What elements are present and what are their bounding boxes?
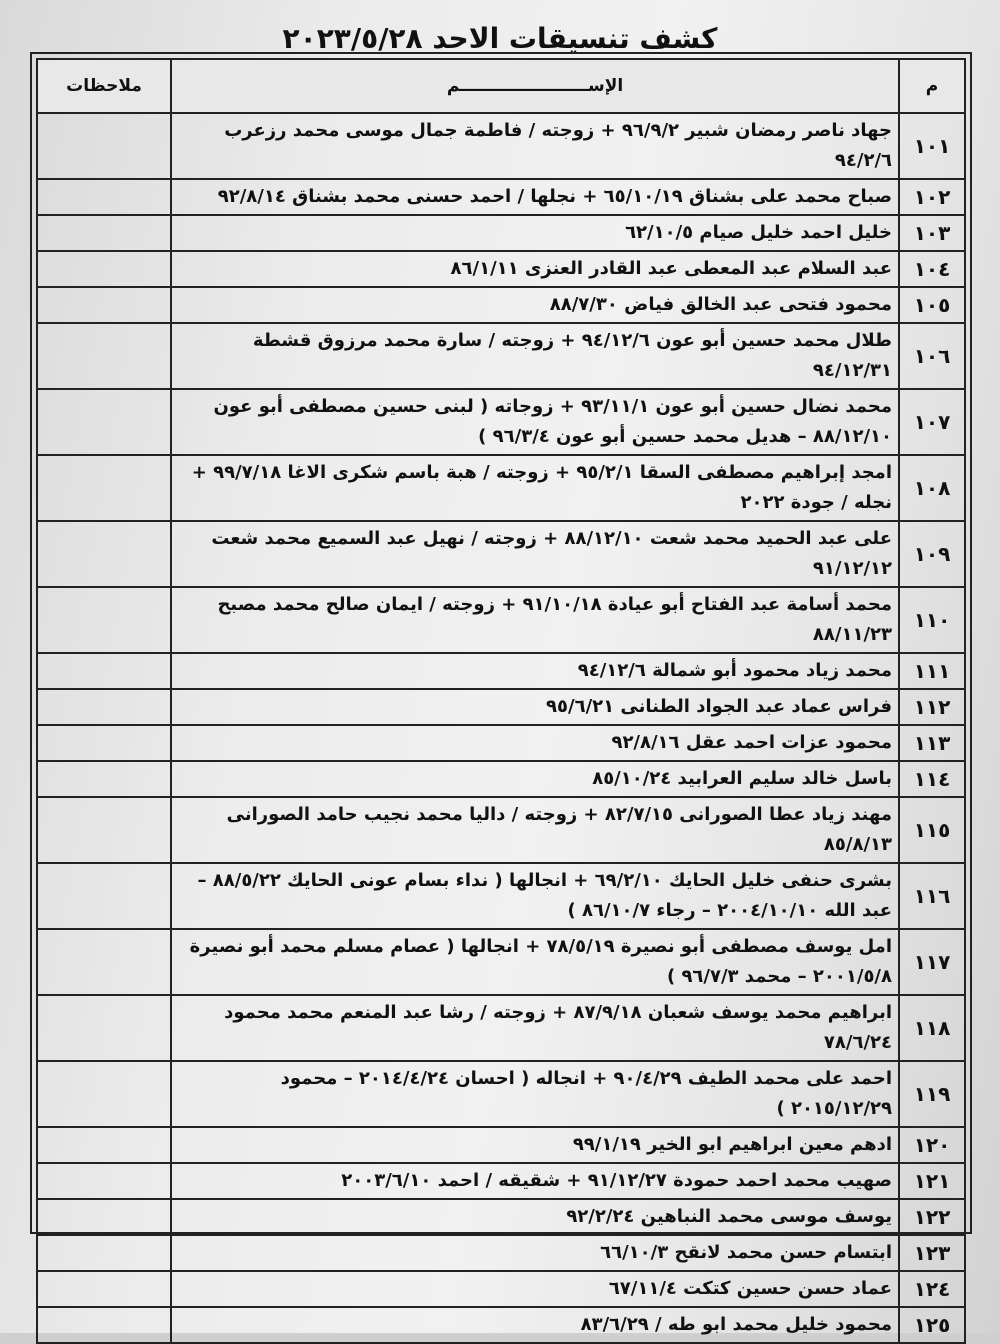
row-number: ١١٦ — [899, 863, 965, 929]
row-name: بشرى حنفى خليل الحايك ٦٩/٢/١٠ + انجالها ( نداء بسام عونى الحايك ٨٨/٥/٢٢ – عبد الله ٢٠٠٤/١٠/١٠ – رجاء ٨٦/١٠/٧ ) — [171, 863, 899, 929]
row-name: ابتسام حسن محمد لانقح ٦٦/١٠/٣ — [171, 1235, 899, 1271]
row-notes — [37, 587, 171, 653]
table-row — [37, 1061, 965, 1127]
names-table — [36, 58, 966, 1344]
row-number: ١٠٧ — [899, 389, 965, 455]
row-name: محمود فتحى عبد الخالق فياض ٨٨/٧/٣٠ — [171, 287, 899, 323]
row-number: ١١٤ — [899, 761, 965, 797]
row-number: ١٠٤ — [899, 251, 965, 287]
row-name: محمد نضال حسين أبو عون ٩٣/١١/١ + زوجاته ( لبنى حسين مصطفى أبو عون ٨٨/١٢/١٠ – هديل محمد حسين أبو عون ٩٦/٣/٤ ) — [171, 389, 899, 455]
header-number: م — [899, 59, 965, 113]
row-name: احمد على محمد الطيف ٩٠/٤/٢٩ + انجاله ( احسان ٢٠١٤/٤/٢٤ – محمود ٢٠١٥/١٢/٢٩ ) — [171, 1061, 899, 1127]
row-notes — [37, 113, 171, 179]
row-notes — [37, 1199, 171, 1235]
row-notes — [37, 1271, 171, 1307]
row-notes — [37, 215, 171, 251]
row-number: ١٠٨ — [899, 455, 965, 521]
row-number: ١٢١ — [899, 1163, 965, 1199]
row-number: ١١٣ — [899, 725, 965, 761]
row-notes — [37, 1163, 171, 1199]
header-notes: ملاحظات — [37, 59, 171, 113]
row-notes — [37, 251, 171, 287]
header-name: الإســــــــــــــــــــــم — [171, 59, 899, 113]
table-row — [37, 215, 965, 251]
row-notes — [37, 323, 171, 389]
row-number: ١١١ — [899, 653, 965, 689]
row-notes — [37, 1127, 171, 1163]
row-name: محمود خليل محمد ابو طه / ٨٣/٦/٢٩ — [171, 1307, 899, 1343]
row-name: ابراهيم محمد يوسف شعبان ٨٧/٩/١٨ + زوجته / رشا عبد المنعم محمد محمود ٧٨/٦/٢٤ — [171, 995, 899, 1061]
row-name: صباح محمد على بشناق ٦٥/١٠/١٩ + نجلها / احمد حسنى محمد بشناق ٩٢/٨/١٤ — [171, 179, 899, 215]
table-row — [37, 179, 965, 215]
table-row — [37, 797, 965, 863]
row-notes — [37, 1235, 171, 1271]
table-row — [37, 1235, 965, 1271]
row-notes — [37, 653, 171, 689]
row-number: ١٢٢ — [899, 1199, 965, 1235]
table-header-row — [37, 59, 965, 113]
table-row — [37, 323, 965, 389]
row-number: ١١٨ — [899, 995, 965, 1061]
table-body — [37, 113, 965, 1343]
row-notes — [37, 389, 171, 455]
row-notes — [37, 179, 171, 215]
row-name: خليل احمد خليل صيام ٦٢/١٠/٥ — [171, 215, 899, 251]
table-row — [37, 689, 965, 725]
table-row — [37, 389, 965, 455]
table-row — [37, 653, 965, 689]
row-name: طلال محمد حسين أبو عون ٩٤/١٢/٦ + زوجته / سارة محمد مرزوق قشطة ٩٤/١٢/٣١ — [171, 323, 899, 389]
row-notes — [37, 761, 171, 797]
table-row — [37, 455, 965, 521]
row-number: ١١٩ — [899, 1061, 965, 1127]
row-name: يوسف موسى محمد النباهين ٩٢/٢/٢٤ — [171, 1199, 899, 1235]
table-row — [37, 113, 965, 179]
table-row — [37, 995, 965, 1061]
row-number: ١١٠ — [899, 587, 965, 653]
row-number: ١٠١ — [899, 113, 965, 179]
row-name: امجد إبراهيم مصطفى السقا ٩٥/٢/١ + زوجته / هبة باسم شكرى الاغا ٩٩/٧/١٨ + نجله / جودة ٢٠٢٢ — [171, 455, 899, 521]
row-name: فراس عماد عبد الجواد الطنانى ٩٥/٦/٢١ — [171, 689, 899, 725]
row-name: صهيب محمد احمد حمودة ٩١/١٢/٢٧ + شقيقه / احمد ٢٠٠٣/٦/١٠ — [171, 1163, 899, 1199]
table-row — [37, 1271, 965, 1307]
table-row — [37, 1199, 965, 1235]
row-notes — [37, 1307, 171, 1343]
table-row — [37, 521, 965, 587]
row-name: عماد حسن حسين كتكت ٦٧/١١/٤ — [171, 1271, 899, 1307]
row-name: باسل خالد سليم العرابيد ٨٥/١٠/٢٤ — [171, 761, 899, 797]
row-name: امل يوسف مصطفى أبو نصيرة ٧٨/٥/١٩ + انجالها ( عصام مسلم محمد أبو نصيرة ٢٠٠١/٥/٨ – محمد ٩٦/٧/٣ ) — [171, 929, 899, 995]
table-row — [37, 1163, 965, 1199]
row-notes — [37, 863, 171, 929]
row-number: ١٢٠ — [899, 1127, 965, 1163]
row-number: ١٢٤ — [899, 1271, 965, 1307]
table-row — [37, 1307, 965, 1343]
document-title: كشف تنسيقات الاحد ٢٠٢٣/٥/٢٨ — [282, 22, 718, 55]
row-notes — [37, 929, 171, 995]
table-row — [37, 287, 965, 323]
table-row — [37, 863, 965, 929]
table-row — [37, 929, 965, 995]
table-row — [37, 251, 965, 287]
row-name: محمد أسامة عبد الفتاح أبو عيادة ٩١/١٠/١٨ + زوجته / ايمان صالح محمد مصبح ٨٨/١١/٢٣ — [171, 587, 899, 653]
row-notes — [37, 995, 171, 1061]
row-name: عبد السلام عبد المعطى عبد القادر العنزى ٨٦/١/١١ — [171, 251, 899, 287]
row-number: ١٠٥ — [899, 287, 965, 323]
row-name: على عبد الحميد محمد شعت ٨٨/١٢/١٠ + زوجته / نهيل عبد السميع محمد شعت ٩١/١٢/١٢ — [171, 521, 899, 587]
row-name: ادهم معين ابراهيم ابو الخير ٩٩/١/١٩ — [171, 1127, 899, 1163]
row-name: محمد زياد محمود أبو شمالة ٩٤/١٢/٦ — [171, 653, 899, 689]
row-name: جهاد ناصر رمضان شبير ٩٦/٩/٢ + زوجته / فاطمة جمال موسى محمد رزعرب ٩٤/٢/٦ — [171, 113, 899, 179]
row-name: محمود عزات احمد عقل ٩٢/٨/١٦ — [171, 725, 899, 761]
row-number: ١٢٥ — [899, 1307, 965, 1343]
row-number: ١٠٩ — [899, 521, 965, 587]
row-name: مهند زياد عطا الصورانى ٨٢/٧/١٥ + زوجته / داليا محمد نجيب حامد الصورانى ٨٥/٨/١٣ — [171, 797, 899, 863]
table-row — [37, 761, 965, 797]
row-notes — [37, 797, 171, 863]
row-number: ١١٧ — [899, 929, 965, 995]
row-notes — [37, 287, 171, 323]
row-number: ١١٢ — [899, 689, 965, 725]
row-notes — [37, 455, 171, 521]
row-notes — [37, 1061, 171, 1127]
row-notes — [37, 521, 171, 587]
row-number: ١١٥ — [899, 797, 965, 863]
row-number: ١٠٢ — [899, 179, 965, 215]
table-row — [37, 1127, 965, 1163]
row-notes — [37, 725, 171, 761]
table-row — [37, 725, 965, 761]
row-number: ١٢٣ — [899, 1235, 965, 1271]
row-notes — [37, 689, 171, 725]
row-number: ١٠٣ — [899, 215, 965, 251]
row-number: ١٠٦ — [899, 323, 965, 389]
table-row — [37, 587, 965, 653]
